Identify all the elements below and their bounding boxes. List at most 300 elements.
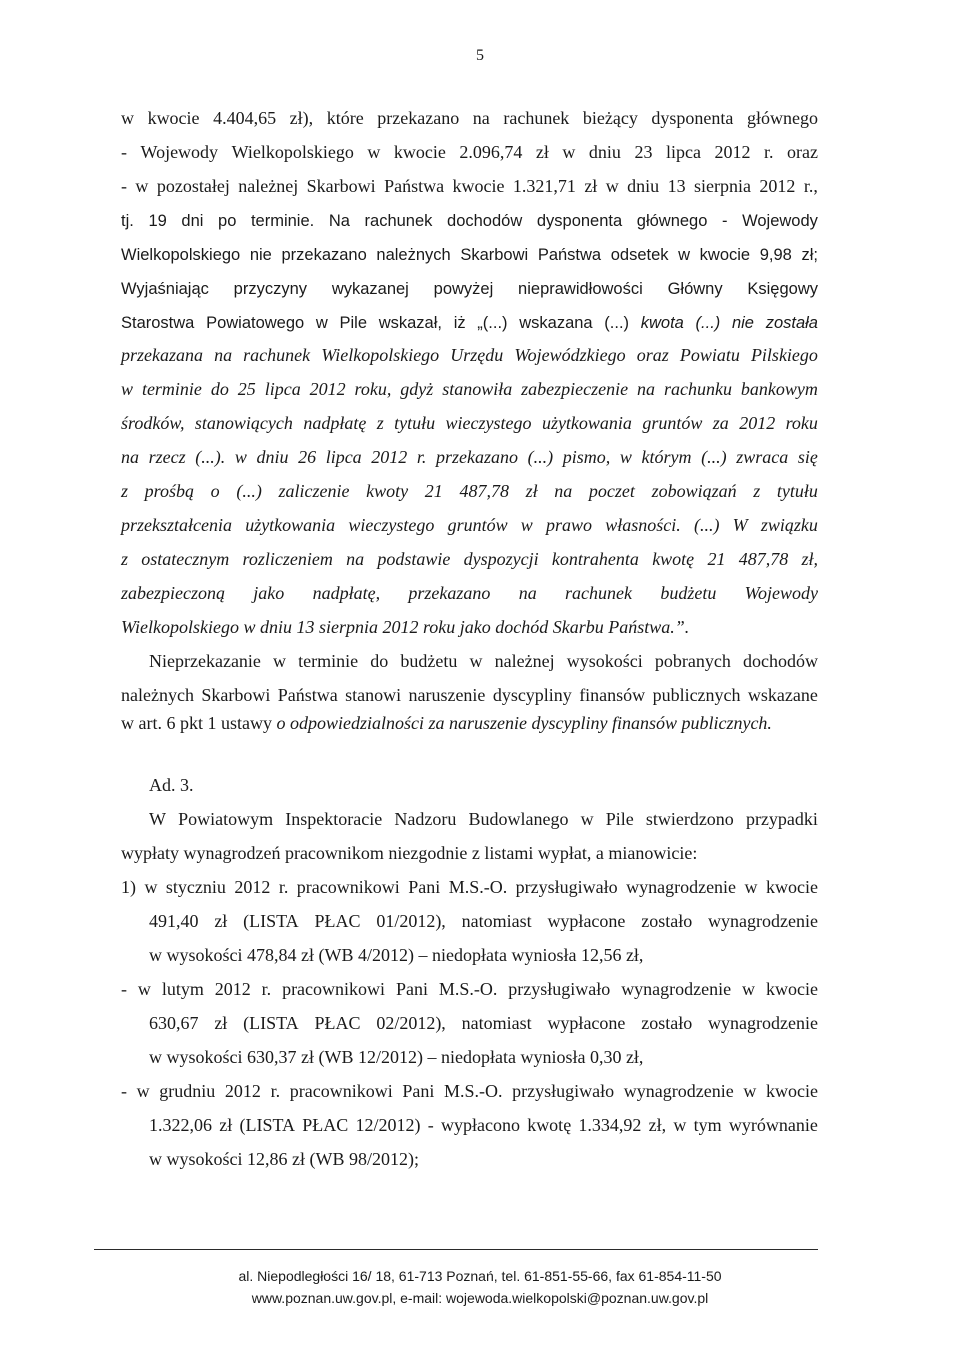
- word: z: [121, 481, 129, 501]
- word: z: [753, 481, 761, 501]
- word: r.: [278, 877, 289, 897]
- word: (LISTA: [243, 1013, 299, 1033]
- list-item-text: w wysokości 478,84 zł (WB 4/2012) – niedopłata wyniosła 12,56 zł,: [149, 945, 644, 965]
- word: 12/2012): [355, 1115, 421, 1135]
- word: bieżący: [582, 108, 638, 128]
- word: na: [346, 549, 365, 569]
- word: Księgowy: [747, 280, 818, 298]
- word: środków,: [121, 413, 185, 433]
- word: pismo,: [562, 447, 611, 467]
- word: poczet: [588, 481, 635, 501]
- word: zł,: [648, 1115, 667, 1135]
- word: finansów: [579, 685, 646, 705]
- word: (LISTA: [243, 911, 299, 931]
- word: Państwa: [277, 685, 338, 705]
- word: Wojewódzkiego: [514, 345, 626, 365]
- word: zaliczenie: [278, 481, 350, 501]
- word: do: [210, 379, 229, 399]
- word: zostało: [641, 911, 693, 931]
- word: wyrównanie: [728, 1115, 818, 1135]
- text-line: [121, 311, 818, 335]
- text-line: [121, 243, 818, 267]
- word: kwotę: [652, 549, 695, 569]
- word: zwraca: [736, 447, 789, 467]
- act-title: o odpowiedzialności za naruszenie dyscypliny finansów publicznych.: [276, 713, 772, 733]
- word: przysługiwało: [508, 979, 611, 999]
- word: iż: [453, 314, 466, 332]
- word: wypłacone: [547, 1013, 626, 1033]
- word: 02/2012),: [376, 1013, 446, 1033]
- word: należnej: [238, 176, 299, 196]
- word: Pile: [339, 314, 368, 332]
- word: w: [742, 979, 756, 999]
- word: -: [121, 142, 127, 162]
- word: Państwa: [384, 176, 445, 196]
- word: stanowiła: [442, 379, 513, 399]
- word: do: [370, 651, 389, 671]
- word: 2012: [371, 447, 408, 467]
- word: 487,78: [459, 481, 509, 501]
- text-line: [121, 683, 818, 707]
- word: PŁAC: [302, 1115, 349, 1135]
- word: kwocie: [393, 142, 446, 162]
- word: 9,98: [759, 246, 792, 264]
- word: W: [149, 809, 166, 829]
- word: Pani: [395, 979, 428, 999]
- word: na: [518, 583, 537, 603]
- list-item: [121, 977, 818, 1001]
- word: 2012: [759, 176, 796, 196]
- word: dyspozycji: [463, 549, 539, 569]
- word: M.S.-O.: [438, 979, 498, 999]
- quote-line: Wielkopolskiego w dniu 13 sierpnia 2012 roku jako dochód Skarbu Państwa.”.: [121, 617, 690, 637]
- word: głównego: [636, 212, 708, 230]
- word: dniu: [588, 142, 621, 162]
- word: odsetek: [610, 246, 669, 264]
- word: pozostałej: [156, 176, 230, 196]
- word: na: [214, 345, 233, 365]
- word: stanowi: [345, 685, 402, 705]
- quote-line: [121, 479, 818, 503]
- word: pracownikowi: [296, 877, 400, 897]
- word: 2.096,74: [459, 142, 523, 162]
- word: w: [315, 314, 328, 332]
- word: przekazana: [121, 345, 203, 365]
- word: Wojewody: [742, 212, 818, 230]
- word: (...): [527, 447, 554, 467]
- quote-line: [121, 581, 818, 605]
- word: w: [469, 651, 483, 671]
- word: wynagrodzenie: [708, 1013, 818, 1033]
- word: powyżej: [433, 280, 494, 298]
- word: na: [554, 481, 573, 501]
- text-line: [121, 174, 818, 198]
- word: rachunku: [663, 379, 732, 399]
- word: zł,: [801, 549, 818, 569]
- word: w: [234, 447, 247, 467]
- word: przyczyny: [233, 280, 308, 298]
- word: budżetu: [660, 583, 717, 603]
- section-heading: Ad. 3.: [149, 775, 194, 795]
- word: 1): [121, 877, 136, 897]
- word: Powiatowego: [206, 314, 305, 332]
- word: oraz: [787, 142, 818, 162]
- word: sierpnia: [694, 176, 751, 196]
- word: przysługiwało: [512, 1081, 615, 1101]
- word: naruszenie: [408, 685, 486, 705]
- word: stanowiących: [194, 413, 293, 433]
- word: na: [121, 447, 139, 467]
- word: na: [637, 379, 656, 399]
- word: zł: [214, 911, 228, 931]
- quote-line: [121, 343, 818, 367]
- word: gruntów: [447, 515, 508, 535]
- word: prośbą: [144, 481, 195, 501]
- word: Główny: [667, 280, 723, 298]
- word: (...): [695, 314, 721, 332]
- word: wynagrodzenie: [623, 1081, 734, 1101]
- word: wskazana: [519, 314, 593, 332]
- text-span: w art. 6 pkt 1 ustawy: [121, 713, 277, 733]
- word: wskazane: [747, 685, 818, 705]
- word: w: [121, 108, 134, 128]
- word: budżetu: [400, 651, 458, 671]
- word: przysługiwało: [515, 877, 618, 897]
- word: Pani: [402, 1081, 435, 1101]
- word: w: [743, 1081, 757, 1101]
- word: (...): [693, 515, 720, 535]
- text-line: [121, 711, 772, 735]
- word: przypadki: [745, 809, 818, 829]
- word: PŁAC: [314, 1013, 361, 1033]
- word: Wielkopolskiego: [121, 246, 241, 264]
- word: lutym: [161, 979, 204, 999]
- word: Powiatu: [679, 345, 740, 365]
- word: (...): [701, 447, 727, 467]
- word: 2012: [309, 379, 346, 399]
- word: w: [135, 176, 149, 196]
- list-item-text: w wysokości 12,86 zł (WB 98/2012);: [149, 1149, 419, 1169]
- word: wysokości: [566, 651, 643, 671]
- footer-divider: [94, 1249, 818, 1250]
- word: w: [562, 142, 576, 162]
- word: gdyż: [400, 379, 434, 399]
- word: pracownikowi: [282, 979, 386, 999]
- word: lipca: [665, 142, 701, 162]
- word: Budowlanego: [468, 809, 569, 829]
- word: kwocie: [452, 176, 505, 196]
- word: Na: [328, 212, 350, 230]
- quote-line: [121, 411, 818, 435]
- word: dniu: [256, 447, 289, 467]
- word: 23: [634, 142, 653, 162]
- word: wynagrodzenie: [621, 979, 732, 999]
- word: 2012: [234, 877, 271, 897]
- word: na: [472, 108, 490, 128]
- word: przekazano: [408, 583, 491, 603]
- word: Powiatowym: [178, 809, 274, 829]
- word: tj.: [121, 212, 134, 230]
- word: Państwa: [537, 246, 602, 264]
- word: rachunek: [243, 345, 311, 365]
- word: styczniu: [165, 877, 226, 897]
- word: w: [137, 979, 151, 999]
- word: w: [144, 877, 158, 897]
- word: tytułu: [776, 481, 818, 501]
- word: 1.321,71: [512, 176, 576, 196]
- word: gruntów: [642, 413, 703, 433]
- word: wskazał,: [378, 314, 442, 332]
- text-line: [121, 106, 818, 130]
- word: dochodów: [447, 212, 523, 230]
- word: własności.: [605, 515, 681, 535]
- word: zł: [535, 142, 549, 162]
- word: z: [376, 413, 384, 433]
- word: prawo: [546, 515, 593, 535]
- word: wynagrodzenie: [708, 911, 818, 931]
- word: 2012: [739, 413, 776, 433]
- word: pobranych: [654, 651, 731, 671]
- word: 19: [148, 212, 167, 230]
- word: nie: [731, 314, 754, 332]
- word: rachunek: [503, 108, 570, 128]
- word: 25: [237, 379, 256, 399]
- list-item-text: w wysokości 630,37 zł (WB 12/2012) – niedopłata wyniosła 0,30 zł,: [149, 1047, 644, 1067]
- word: które: [326, 108, 364, 128]
- word: 21: [707, 549, 726, 569]
- word: zobowiązań: [651, 481, 737, 501]
- text-line: [121, 140, 818, 164]
- word: Skarbowi: [306, 176, 376, 196]
- word: natomiast: [461, 911, 532, 931]
- word: wypłacone: [547, 911, 626, 931]
- word: „(...): [477, 314, 508, 332]
- word: r.: [763, 142, 774, 162]
- word: kontrahenta: [551, 549, 639, 569]
- word: przekazano: [281, 246, 367, 264]
- word: rzecz: [148, 447, 186, 467]
- word: wieczystego: [445, 413, 532, 433]
- word: 2012: [214, 979, 251, 999]
- word: w: [619, 447, 632, 467]
- word: 2012: [714, 142, 751, 162]
- word: publicznych: [652, 685, 741, 705]
- word: Wyjaśniając: [121, 280, 209, 298]
- text-line: wypłaty wynagrodzeń pracownikom niezgodnie z listami wypłat, a mianowicie:: [121, 843, 698, 863]
- word: 13: [667, 176, 686, 196]
- word: 487,78: [738, 549, 789, 569]
- page-number: 5: [476, 47, 484, 64]
- word: -: [121, 1081, 127, 1101]
- word: nadpłatę,: [312, 583, 381, 603]
- word: roku: [785, 413, 818, 433]
- word: (...): [604, 314, 630, 332]
- text-line: [121, 277, 818, 301]
- word: ostatecznym: [141, 549, 230, 569]
- word: kwocie: [699, 246, 751, 264]
- word: dysponenta: [536, 212, 623, 230]
- footer-contact: www.poznan.uw.gov.pl, e-mail: wojewoda.wielkopolski@poznan.uw.gov.pl: [251, 1290, 709, 1306]
- word: Wojewody: [140, 142, 219, 162]
- word: r.: [261, 979, 272, 999]
- word: kwotę: [527, 1115, 572, 1135]
- word: terminie.: [250, 212, 315, 230]
- word: 2012: [224, 1081, 261, 1101]
- list-item: [121, 875, 818, 899]
- text-line: [149, 649, 818, 673]
- word: -: [121, 176, 127, 196]
- word: Skarbowi: [201, 685, 271, 705]
- word: natomiast: [461, 1013, 532, 1033]
- word: W: [732, 515, 748, 535]
- word: 491,40: [149, 911, 199, 931]
- word: wykazanej: [331, 280, 409, 298]
- word: grudniu: [159, 1081, 216, 1101]
- word: dochodów: [742, 651, 818, 671]
- quote-line: [121, 377, 818, 401]
- word: stwierdzono: [645, 809, 734, 829]
- word: zabezpieczenie: [521, 379, 629, 399]
- word: zł: [214, 1013, 228, 1033]
- word: zł: [525, 481, 538, 501]
- word: Skarbowi: [460, 246, 529, 264]
- word: po: [218, 212, 237, 230]
- word: Pani: [408, 877, 441, 897]
- word: którym: [641, 447, 692, 467]
- quote-line: [121, 445, 818, 469]
- word: nadpłatę: [303, 413, 367, 433]
- word: w: [678, 246, 691, 264]
- list-item-text: [149, 1011, 818, 1035]
- word: (...).: [195, 447, 226, 467]
- word: Inspektoracie: [285, 809, 383, 829]
- quote-line: [121, 513, 818, 537]
- word: 21: [424, 481, 443, 501]
- word: (...): [236, 481, 262, 501]
- word: -: [427, 1115, 434, 1135]
- word: użytkowania: [541, 413, 632, 433]
- word: zł;: [801, 246, 818, 264]
- word: terminie: [298, 651, 359, 671]
- word: -: [722, 212, 728, 230]
- word: dysponenta: [651, 108, 734, 128]
- word: jako: [253, 583, 285, 603]
- word: kwocie: [766, 1081, 818, 1101]
- word: 01/2012),: [376, 911, 446, 931]
- word: roku,: [354, 379, 392, 399]
- word: w: [673, 1115, 687, 1135]
- word: oraz: [636, 345, 669, 365]
- word: nieprawidłowości: [518, 280, 643, 298]
- word: r.: [270, 1081, 281, 1101]
- word: wieczystego: [348, 515, 435, 535]
- word: Urzędu: [450, 345, 504, 365]
- word: przekazano: [436, 447, 519, 467]
- quote-line: [121, 547, 818, 571]
- word: zabezpieczoną: [121, 583, 225, 603]
- word: dni: [181, 212, 204, 230]
- word: zostało: [641, 1013, 693, 1033]
- word: w: [136, 1081, 150, 1101]
- word: dniu: [627, 176, 660, 196]
- word: Pile: [605, 809, 634, 829]
- word: za: [712, 413, 729, 433]
- word: zł: [219, 1115, 233, 1135]
- word: -: [121, 979, 127, 999]
- word: o: [210, 481, 220, 501]
- word: nie: [249, 246, 272, 264]
- word: (LISTA: [239, 1115, 296, 1135]
- word: zł: [584, 176, 598, 196]
- word: rachunek: [364, 212, 433, 230]
- word: M.S.-O.: [444, 1081, 503, 1101]
- word: 630,67: [149, 1013, 199, 1033]
- word: lipca: [325, 447, 362, 467]
- word: r.: [416, 447, 427, 467]
- word: wypłacono: [440, 1115, 520, 1135]
- word: 1.334,92: [578, 1115, 642, 1135]
- word: Pilskiego: [750, 345, 818, 365]
- word: M.S.-O.: [448, 877, 508, 897]
- word: tym: [693, 1115, 722, 1135]
- word: Nadzoru: [394, 809, 457, 829]
- word: r.,: [803, 176, 818, 196]
- word: związku: [760, 515, 818, 535]
- word: w: [605, 176, 619, 196]
- word: w: [520, 515, 533, 535]
- word: 4.404,65: [213, 108, 277, 128]
- word: kwocie: [765, 979, 818, 999]
- word: kwocie: [765, 877, 818, 897]
- word: Wojewody: [744, 583, 818, 603]
- word: użytkowania: [245, 515, 336, 535]
- word: zł),: [289, 108, 314, 128]
- word: w: [273, 651, 287, 671]
- word: z: [121, 549, 129, 569]
- word: bankowym: [740, 379, 818, 399]
- word: wynagrodzenie: [626, 877, 737, 897]
- word: pracownikowi: [289, 1081, 393, 1101]
- word: rachunek: [565, 583, 633, 603]
- text-line: [149, 807, 818, 831]
- word: kwota: [640, 314, 684, 332]
- list-item: [121, 1079, 818, 1103]
- word: podstawie: [377, 549, 451, 569]
- word: została: [765, 314, 818, 332]
- word: w: [121, 379, 134, 399]
- word: 1.322,06: [149, 1115, 212, 1135]
- list-item-text: [149, 909, 818, 933]
- word: PŁAC: [314, 911, 361, 931]
- word: dyscypliny: [492, 685, 572, 705]
- word: się: [797, 447, 818, 467]
- word: Wielkopolskiego: [231, 142, 354, 162]
- word: należnych: [121, 685, 194, 705]
- word: Nieprzekazanie: [149, 651, 261, 671]
- word: lipca: [264, 379, 301, 399]
- word: głównego: [746, 108, 818, 128]
- word: przekazano: [377, 108, 460, 128]
- word: tytułu: [394, 413, 436, 433]
- word: w: [744, 877, 758, 897]
- footer-address: al. Niepodległości 16/ 18, 61-713 Poznań, tel. 61-851-55-66, fax 61-854-11-50: [238, 1268, 722, 1284]
- text-line: [121, 209, 818, 233]
- word: w: [367, 142, 381, 162]
- word: Starostwa: [121, 314, 195, 332]
- word: terminie: [141, 379, 202, 399]
- word: należnych: [376, 246, 451, 264]
- word: kwocie: [147, 108, 200, 128]
